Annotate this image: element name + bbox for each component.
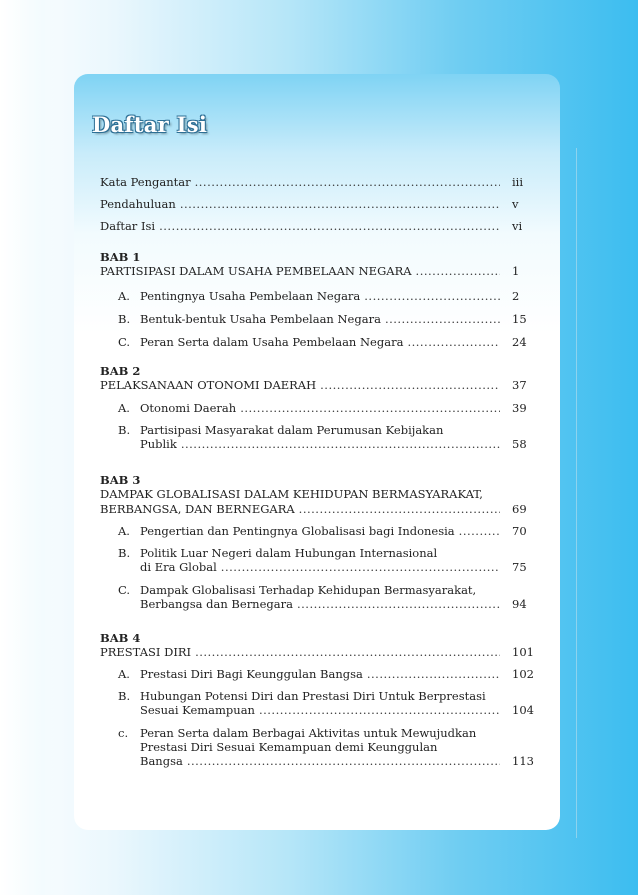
item-marker: C.: [118, 583, 131, 597]
dot-leader: [385, 312, 500, 327]
item-title: Pengertian dan Pentingnya Globalisasi bagi Indonesia: [140, 524, 455, 538]
dot-leader: [459, 524, 500, 539]
toc-entry-page: 70: [512, 524, 527, 538]
toc-item[interactable]: [140, 312, 500, 327]
dot-leader: [240, 401, 500, 416]
item-marker: B.: [118, 312, 131, 326]
toc-entry-page: 113: [512, 754, 534, 768]
chapter-number: BAB 4: [100, 631, 141, 645]
toc-chapter-4[interactable]: [100, 645, 500, 660]
toc-entry-page: 94: [512, 597, 527, 611]
dot-leader: [195, 175, 500, 190]
chapter-number: BAB 1: [100, 250, 141, 264]
toc-chapter-1[interactable]: [100, 264, 500, 279]
dot-leader: [320, 378, 500, 393]
toc-entry-page: iii: [512, 175, 524, 189]
toc-item[interactable]: [140, 289, 500, 304]
toc-entry-page: 104: [512, 703, 534, 717]
item-title: di Era Global: [140, 560, 217, 574]
item-marker: A.: [118, 289, 130, 303]
item-marker: C.: [118, 335, 131, 349]
item-marker: B.: [118, 689, 131, 703]
dot-leader: [416, 264, 500, 279]
dot-leader: [367, 667, 500, 682]
item-title: Prestasi Diri Bagi Keunggulan Bangsa: [140, 667, 363, 681]
chapter-title-line: DAMPAK GLOBALISASI DALAM KEHIDUPAN BERMASYARAKAT,: [100, 487, 483, 501]
toc-entry-page: 24: [512, 335, 527, 349]
toc-entry-page: 58: [512, 437, 527, 451]
item-marker: c.: [118, 726, 129, 740]
toc-chapter-2[interactable]: [100, 378, 500, 393]
item-title-line: Dampak Globalisasi Terhadap Kehidupan Bermasyarakat,: [140, 583, 477, 597]
toc-item[interactable]: [140, 703, 500, 718]
item-title: Publik: [140, 437, 177, 451]
toc-entry-label: Kata Pengantar: [100, 175, 191, 189]
item-title: Peran Serta dalam Usaha Pembelaan Negara: [140, 335, 404, 349]
page-edge-line: [576, 148, 577, 838]
toc-entry-page: 39: [512, 401, 527, 415]
dot-leader: [180, 197, 500, 212]
dot-leader: [181, 437, 500, 452]
toc-entry-page: 69: [512, 502, 527, 516]
item-marker: A.: [118, 667, 130, 681]
item-marker: B.: [118, 546, 131, 560]
toc-entry-daftar-isi[interactable]: [100, 219, 500, 234]
item-title: Sesuai Kemampuan: [140, 703, 255, 717]
toc-item[interactable]: [140, 437, 500, 452]
dot-leader: [221, 560, 500, 575]
item-title-line: Partisipasi Masyarakat dalam Perumusan Kebijakan: [140, 423, 444, 437]
dot-leader: [259, 703, 500, 718]
item-title: Bentuk-bentuk Usaha Pembelaan Negara: [140, 312, 381, 326]
toc-entry-page: 2: [512, 289, 520, 303]
item-marker: A.: [118, 401, 130, 415]
chapter-number: BAB 3: [100, 473, 141, 487]
toc-item[interactable]: [140, 335, 500, 350]
dot-leader: [187, 754, 500, 769]
toc-entry-page: 37: [512, 378, 527, 392]
dot-leader: [159, 219, 500, 234]
dot-leader: [195, 645, 500, 660]
item-marker: A.: [118, 524, 130, 538]
toc-entry-page: 75: [512, 560, 527, 574]
item-marker: B.: [118, 423, 131, 437]
chapter-title: PRESTASI DIRI: [100, 645, 192, 659]
dot-leader: [299, 502, 500, 517]
toc-entry-kata-pengantar[interactable]: [100, 175, 500, 190]
toc-entry-label: Daftar Isi: [100, 219, 156, 233]
chapter-title: PARTISIPASI DALAM USAHA PEMBELAAN NEGARA: [100, 264, 412, 278]
toc-entry-page: v: [512, 197, 519, 211]
toc-entry-label: Pendahuluan: [100, 197, 176, 211]
item-title-line: Peran Serta dalam Berbagai Aktivitas untuk Mewujudkan: [140, 726, 477, 740]
toc-entry-page: 15: [512, 312, 527, 326]
chapter-title: BERBANGSA, DAN BERNEGARA: [100, 502, 295, 516]
chapter-title: PELAKSANAAN OTONOMI DAERAH: [100, 378, 317, 392]
toc-chapter-3[interactable]: [100, 502, 500, 517]
toc-entry-page: 101: [512, 645, 534, 659]
toc-item[interactable]: [140, 560, 500, 575]
toc-card: [74, 74, 560, 830]
toc-entry-pendahuluan[interactable]: [100, 197, 500, 212]
dot-leader: [297, 597, 500, 612]
page-fold-shade: [0, 0, 70, 895]
item-title-line: Politik Luar Negeri dalam Hubungan Internasional: [140, 546, 438, 560]
chapter-number: BAB 2: [100, 364, 141, 378]
item-title: Bangsa: [140, 754, 183, 768]
item-title: Berbangsa dan Bernegara: [140, 597, 293, 611]
toc-item[interactable]: [140, 667, 500, 682]
toc-item[interactable]: [140, 401, 500, 416]
toc-entry-page: 1: [512, 264, 520, 278]
item-title-line: Hubungan Potensi Diri dan Prestasi Diri Untuk Berprestasi: [140, 689, 486, 703]
toc-item[interactable]: [140, 597, 500, 612]
toc-entry-page: 102: [512, 667, 534, 681]
item-title: Otonomi Daerah: [140, 401, 237, 415]
dot-leader: [407, 335, 500, 350]
dot-leader: [364, 289, 500, 304]
item-title: Pentingnya Usaha Pembelaan Negara: [140, 289, 361, 303]
page-title: Daftar Isi: [92, 112, 208, 137]
toc-entry-page: vi: [512, 219, 523, 233]
toc-item[interactable]: [140, 754, 500, 769]
table-of-contents: [74, 74, 560, 830]
toc-item[interactable]: [140, 524, 500, 539]
item-title-line: Prestasi Diri Sesuai Kemampuan demi Keunggulan: [140, 740, 438, 754]
